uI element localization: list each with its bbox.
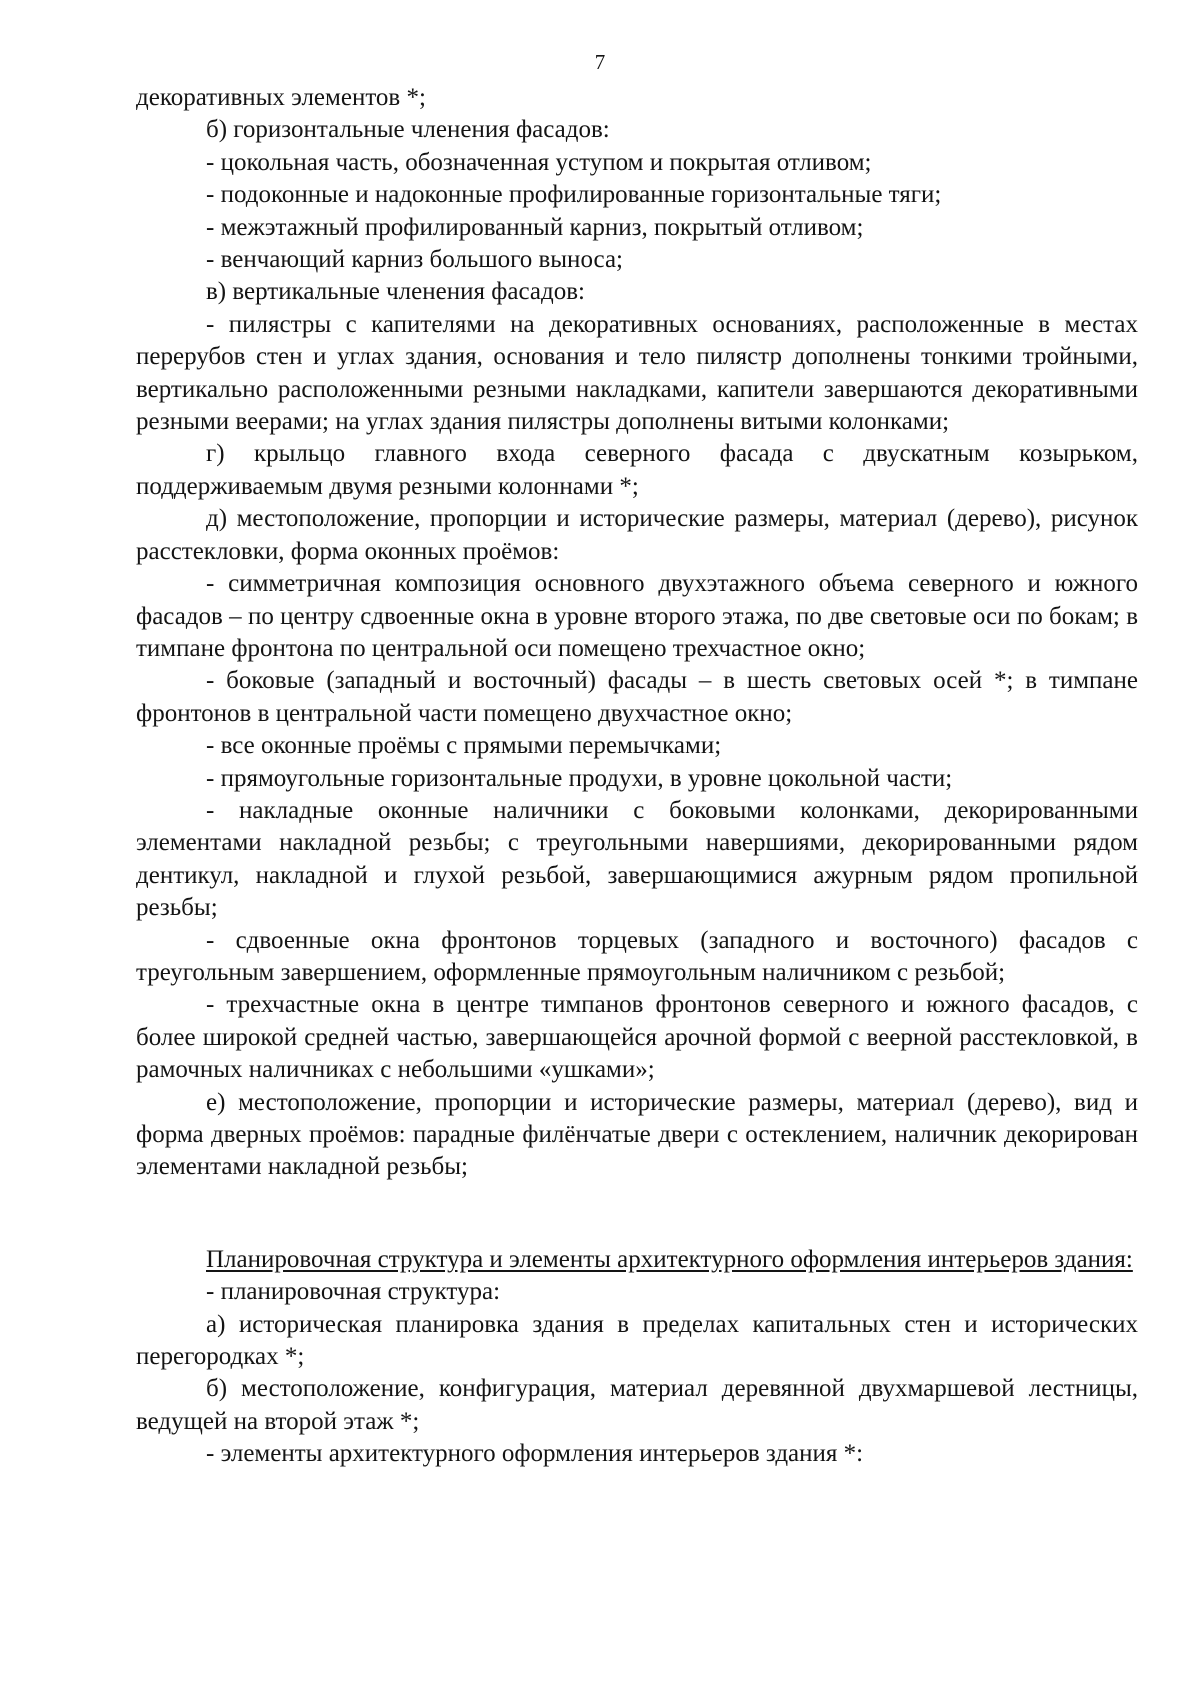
paragraph-window-openings: д) местоположение, пропорции и исторические размеры, материал (дерево), рисунок расстекловки, форма оконных проёмов: — [136, 505, 1138, 565]
list-item: - планировочная структура: — [206, 1278, 501, 1306]
paragraph-porch: г) крыльцо главного входа северного фасада с двускатным козырьком, поддерживаемым двумя резными колоннами *; — [136, 440, 1138, 500]
paragraph-layout: а) историческая планировка здания в пределах капитальных стен и исторических перегородках *; — [136, 1310, 1138, 1371]
list-item: - накладные оконные наличники с боковыми колонками, декорированными элементами накладной резьбы; с треугольными навершиями, декорированными рядом дентикул, накладной и глухой резьбой, завершающимися ажурным рядом пропильной резьбы; — [136, 796, 1138, 922]
section-heading: Планировочная структура и элементы архитектурного оформления интерьеров здания: — [206, 1245, 1133, 1273]
paragraph-staircase: б) местоположение, конфигурация, материал деревянной двухмаршевой лестницы, ведущей на второй этаж *; — [136, 1375, 1138, 1435]
paragraph-vertical-divisions: в) вертикальные членения фасадов: — [206, 278, 585, 306]
section-spacer — [136, 1184, 1138, 1244]
list-item: - пилястры с капителями на декоративных основаниях, расположенные в местах перерубов стен и углах здания, основания и тело пилястр дополнены тонкими тройными, вертикально расположенными резными накладками, капители завершаются декоративными резными веерами; на углах здания пилястры дополнены витыми колонками; — [136, 310, 1138, 436]
list-item: - межэтажный профилированный карниз, покрытый отливом; — [206, 213, 864, 241]
list-item: - элементы архитектурного оформления интерьеров здания *: — [206, 1440, 864, 1468]
paragraph-continuation: декоративных элементов *; — [136, 84, 426, 111]
list-item: - все оконные проёмы с прямыми перемычками; — [206, 732, 722, 760]
list-item: - прямоугольные горизонтальные продухи, в уровне цокольной части; — [206, 764, 953, 792]
page-number: 7 — [594, 50, 606, 74]
list-item: - венчающий карниз большого выноса; — [206, 246, 624, 274]
list-item: - боковые (западный и восточный) фасады – в шесть световых осей *; в тимпане фронтонов в центральной части помещено двухчастное окно; — [136, 667, 1138, 727]
paragraph-door-openings: е) местоположение, пропорции и исторические размеры, материал (дерево), вид и форма дверных проёмов: парадные филёнчатые двери с остеклением, наличник декорирован элементами накладной резьбы; — [136, 1088, 1138, 1181]
list-item: - трехчастные окна в центре тимпанов фронтонов северного и южного фасадов, с более широкой средней частью, завершающейся арочной формой с веерной расстекловкой, в рамочных наличниках с небольшими «ушками»; — [136, 991, 1138, 1084]
list-item: - симметричная композиция основного двухэтажного объема северного и южного фасадов – по центру сдвоенные окна в уровне второго этажа, по две световые оси по бокам; в тимпане фронтона по центральной оси помещено трехчастное окно; — [136, 570, 1138, 662]
list-item: - цокольная часть, обозначенная уступом и покрытая отливом; — [206, 148, 872, 176]
document-body — [136, 82, 1138, 1471]
list-item: - сдвоенные окна фронтонов торцевых (западного и восточного) фасадов с треугольным завершением, оформленные прямоугольным наличником с резьбой; — [136, 926, 1138, 986]
list-item: - подоконные и надоконные профилированные горизонтальные тяги; — [206, 181, 942, 209]
paragraph-horizontal-divisions: б) горизонтальные членения фасадов: — [206, 116, 610, 144]
